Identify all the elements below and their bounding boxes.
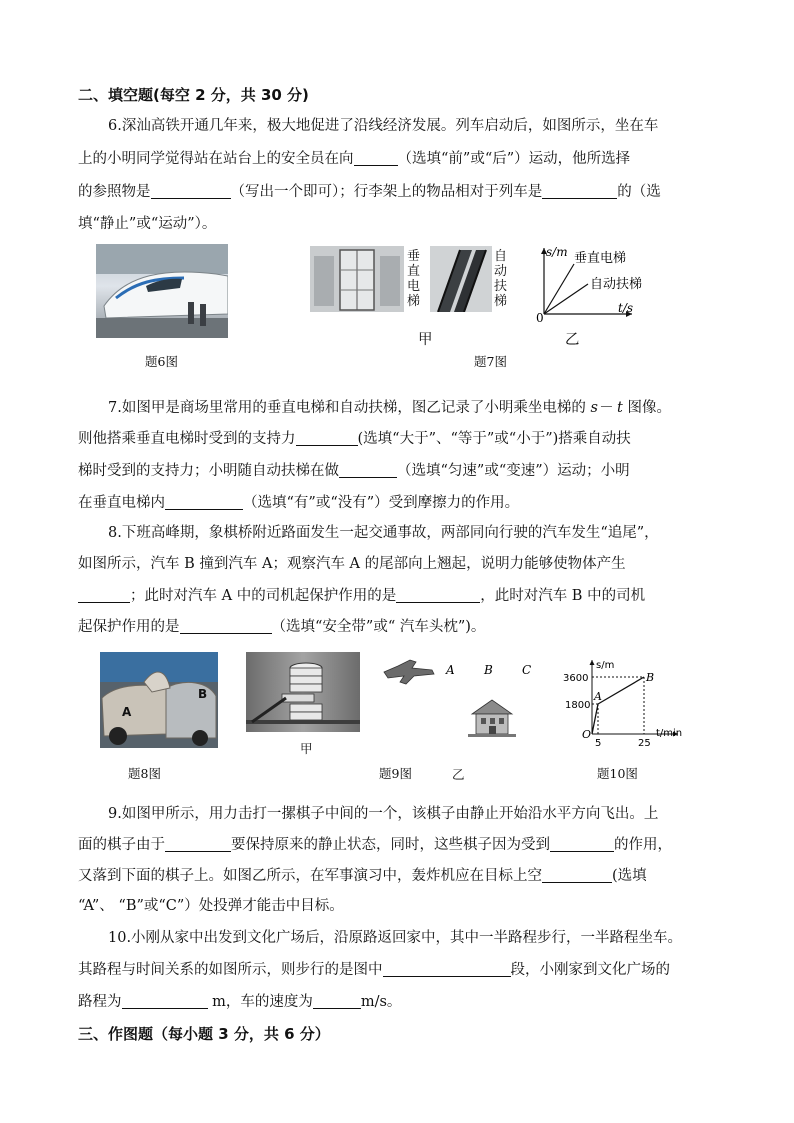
answer-blank[interactable] bbox=[122, 993, 208, 1009]
x-axis-label: t/s bbox=[618, 301, 634, 315]
text-segment: 又落到下面的棋子上。如图乙所示，在军事演习中，轰炸机应在目标上空 bbox=[78, 868, 542, 884]
question-text bbox=[78, 958, 670, 979]
answer-blank[interactable] bbox=[165, 494, 243, 510]
figure-7-escalator-photo bbox=[430, 246, 492, 312]
figure-caption: 题9图 bbox=[379, 766, 412, 781]
series-label-escalator: 自动扶梯 bbox=[590, 277, 643, 292]
text-segment: (选填 bbox=[612, 868, 647, 884]
section-heading: 三、作图题（每小题 3 分，共 6 分） bbox=[78, 1025, 330, 1043]
figure-caption: 题10图 bbox=[597, 766, 638, 781]
figure-8-collision-photo bbox=[100, 652, 218, 748]
bomber-plane-icon bbox=[384, 660, 434, 684]
text-segment: 的参照物是 bbox=[78, 184, 151, 200]
target-point-c: C bbox=[522, 663, 532, 677]
text-segment: （选填“有”或“没有”）受到摩擦力的作用。 bbox=[243, 495, 520, 511]
text-segment: （选填“匀速”或“变速”）运动；小明 bbox=[397, 463, 630, 479]
text-segment: 路程为 bbox=[78, 994, 122, 1010]
text-segment: m/s。 bbox=[360, 994, 402, 1010]
question-text bbox=[78, 615, 485, 636]
text-segment: 在垂直电梯内 bbox=[78, 495, 165, 511]
answer-blank[interactable] bbox=[354, 150, 398, 166]
segment-ab bbox=[598, 677, 644, 704]
y-axis-arrow bbox=[590, 660, 595, 665]
figure-6-train-photo bbox=[96, 244, 228, 338]
figure-7-st-graph bbox=[520, 240, 660, 324]
figure-caption: 题8图 bbox=[128, 766, 161, 781]
answer-blank[interactable] bbox=[396, 587, 480, 603]
question-text: 9.如图甲所示，用力击打一摞棋子中间的一个，该棋子由静止开始沿水平方向飞出。上 bbox=[108, 806, 659, 822]
answer-blank[interactable] bbox=[165, 836, 231, 852]
label-escalator: 自动扶梯 bbox=[494, 249, 508, 309]
question-text: 填“静止”或“运动”）。 bbox=[78, 216, 217, 232]
question-text: “A”、 “B”或“C”）处投弹才能击中目标。 bbox=[78, 898, 344, 914]
answer-blank[interactable] bbox=[339, 462, 397, 478]
text-segment: ，此时对汽车 B 中的司机 bbox=[480, 588, 646, 604]
series-label-vertical-elevator: 垂直电梯 bbox=[574, 251, 627, 266]
figure-caption: 题7图 bbox=[474, 354, 507, 369]
text-segment: （选填“前”或“后”）运动，他所选择 bbox=[397, 151, 631, 167]
text-segment: 其路程与时间关系的如图所示，则步行的是图中 bbox=[78, 962, 383, 978]
question-text: 8.下班高峰期，象棋桥附近路面发生一起交通事故，两部同向行驶的汽车发生“追尾”， bbox=[108, 525, 659, 541]
origin-label: 0 bbox=[536, 311, 544, 324]
target-point-b: B bbox=[484, 663, 493, 677]
question-text bbox=[78, 864, 647, 885]
answer-blank[interactable] bbox=[296, 430, 358, 446]
y-axis-label: s/m bbox=[596, 660, 615, 671]
figure-10-st-graph bbox=[560, 656, 688, 762]
question-text bbox=[78, 491, 519, 512]
car-a-label: A bbox=[122, 705, 132, 719]
y-axis-label: s/m bbox=[546, 245, 568, 259]
answer-blank[interactable] bbox=[151, 183, 231, 199]
y-tick-label: 3600 bbox=[563, 673, 589, 684]
answer-blank[interactable] bbox=[383, 961, 511, 977]
target-house-icon bbox=[468, 700, 516, 737]
question-text bbox=[78, 180, 661, 201]
figure-7-elevator-photo bbox=[310, 246, 404, 312]
point-b-label: B bbox=[646, 671, 655, 684]
answer-blank[interactable] bbox=[542, 183, 617, 199]
text-segment: m，车的速度为 bbox=[212, 994, 313, 1010]
text-segment: 上的小明同学觉得站在站台上的安全员在向 bbox=[78, 151, 354, 167]
target-point-a: A bbox=[446, 663, 455, 677]
text-segment: 的作用， bbox=[614, 837, 672, 853]
text-segment: 的（选 bbox=[617, 184, 661, 200]
text-segment: 梯时受到的支持力；小明随自动扶梯在做 bbox=[78, 463, 339, 479]
question-text bbox=[78, 147, 630, 168]
text-segment: (选填“大于”、“等于”或“小于”)搭乘自动扶 bbox=[357, 431, 631, 447]
figure-9-chess-stack-photo bbox=[246, 652, 360, 732]
origin-label: O bbox=[582, 728, 592, 741]
text-segment: s－ t bbox=[590, 400, 623, 416]
text-segment: 要保持原来的静止状态，同时，这些棋子因为受到 bbox=[231, 837, 550, 853]
text-segment: 图像。 bbox=[627, 400, 671, 416]
point-a-label: A bbox=[594, 690, 602, 703]
question-text bbox=[78, 427, 631, 448]
answer-blank[interactable] bbox=[550, 836, 614, 852]
question-text: 如图所示，汽车 B 撞到汽车 A；观察汽车 A 的尾部向上翘起，说明力能够使物体产生 bbox=[78, 556, 626, 572]
car-b-label: B bbox=[198, 687, 208, 701]
question-text: 6.深汕高铁开通几年来，极大地促进了沿线经济发展。列车启动后，如图所示，坐在车 bbox=[108, 118, 659, 134]
text-segment: 则他搭乘垂直电梯时受到的支持力 bbox=[78, 431, 296, 447]
figure-label-yi: 乙 bbox=[452, 767, 465, 782]
figure-label-jia: 甲 bbox=[300, 741, 313, 756]
text-segment: 7.如图甲是商场里常用的垂直电梯和自动扶梯，图乙记录了小明乘坐电梯的 bbox=[108, 400, 586, 416]
text-segment: 段，小刚家到文化广场的 bbox=[510, 962, 670, 978]
figure-9-bomber-diagram bbox=[380, 656, 540, 740]
figure-caption: 题6图 bbox=[145, 354, 178, 369]
answer-blank[interactable] bbox=[542, 867, 612, 883]
question-text bbox=[78, 584, 645, 605]
segment-oa bbox=[592, 704, 598, 734]
question-text: 10.小刚从家中出发到文化广场后，沿原路返回家中，其中一半路程步行，一半路程坐车。 bbox=[108, 930, 683, 946]
x-tick-label: 25 bbox=[638, 738, 651, 749]
text-segment: 面的棋子由于 bbox=[78, 837, 165, 853]
figure-label-yi: 乙 bbox=[565, 332, 580, 348]
text-segment: （选填“安全带”或“ 汽车头枕”)。 bbox=[271, 619, 486, 635]
answer-blank[interactable] bbox=[180, 618, 272, 634]
y-tick-label: 1800 bbox=[565, 700, 591, 711]
series-line-escalator bbox=[544, 284, 588, 314]
question-text bbox=[108, 396, 671, 417]
label-vertical-elevator: 垂直电梯 bbox=[407, 249, 421, 309]
x-tick-label: 5 bbox=[595, 738, 602, 749]
x-axis-label: t/min bbox=[656, 728, 683, 739]
question-text bbox=[78, 990, 401, 1011]
figure-label-jia: 甲 bbox=[418, 332, 433, 348]
text-segment: （写出一个即可）；行李架上的物品相对于列车是 bbox=[230, 184, 543, 200]
answer-blank[interactable] bbox=[313, 993, 361, 1009]
text-segment: ；此时对汽车 A 中的司机起保护作用的是 bbox=[130, 588, 397, 604]
section-heading: 二、填空题(每空 2 分，共 30 分) bbox=[78, 86, 309, 104]
question-text bbox=[78, 459, 630, 480]
text-segment: 起保护作用的是 bbox=[78, 619, 180, 635]
series-line-vertical-elevator bbox=[544, 264, 574, 314]
question-text bbox=[78, 833, 672, 854]
answer-blank[interactable] bbox=[78, 587, 130, 603]
